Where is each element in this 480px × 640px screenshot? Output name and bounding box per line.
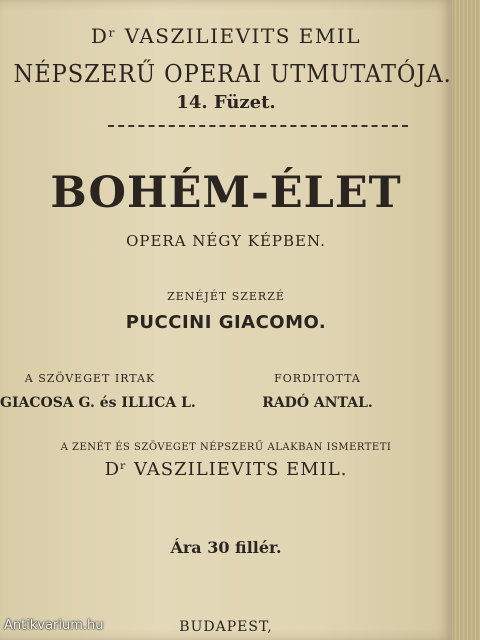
watermark: Antikvarium.hu <box>4 618 104 633</box>
opera-title: BOHÉM-ÉLET <box>50 168 402 218</box>
translator-label: FORDITOTTA <box>274 372 361 385</box>
lyricists-names: GIACOSA G. és ILLICA L. <box>0 395 196 411</box>
page-edge-stack <box>452 0 480 640</box>
composer-label: ZENÉJÉT SZERZÉ <box>167 290 285 303</box>
opera-subtitle: OPERA NÉGY KÉPBEN. <box>126 232 326 250</box>
issue-number: 14. Füzet. <box>176 92 276 113</box>
publication-city: BUDAPEST, <box>179 619 273 635</box>
series-author: Dʳ VASZILIEVITS EMIL <box>90 24 362 48</box>
dashed-divider <box>108 125 408 133</box>
presenter-name: Dʳ VASZILIEVITS EMIL. <box>104 459 348 480</box>
lyricists-label: A SZÖVEGET IRTAK <box>24 372 156 385</box>
series-title: NÉPSZERŰ OPERAI UTMUTATÓJA. <box>13 60 452 88</box>
presenter-label: A ZENÉT ÉS SZÖVEGET NÉPSZERŰ ALAKBAN ISMERTETI <box>60 442 392 453</box>
translator-name: RADÓ ANTAL. <box>262 395 373 411</box>
price: Ára 30 fillér. <box>170 538 282 557</box>
composer-name: PUCCINI GIACOMO. <box>125 312 327 333</box>
